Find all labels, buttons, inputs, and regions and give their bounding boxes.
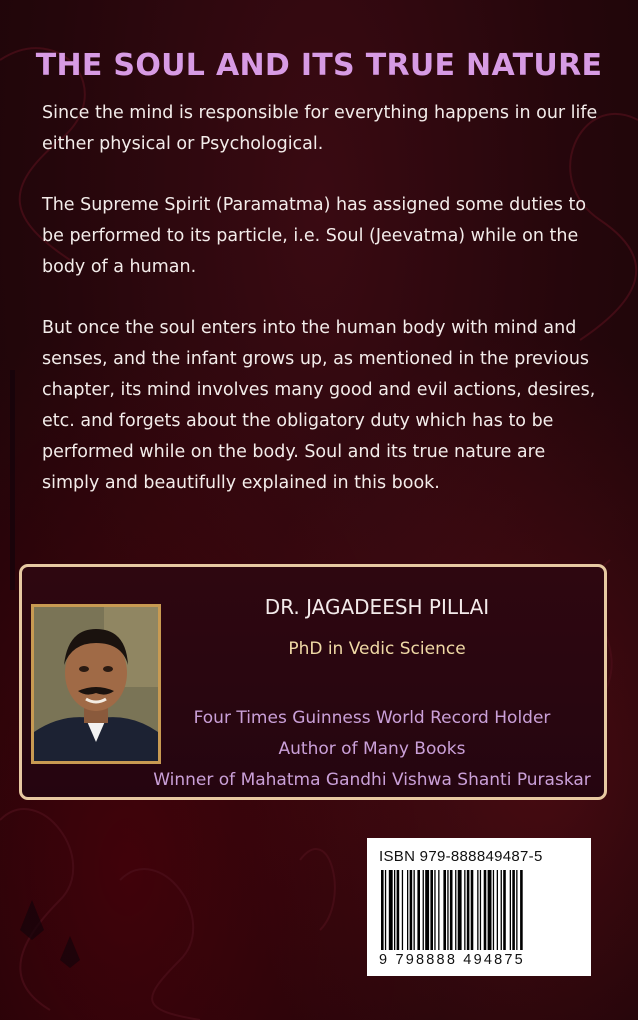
- achievement-item: Four Times Guinness World Record Holder: [193, 708, 551, 728]
- author-degree: PhD in Vedic Science: [288, 639, 466, 659]
- blurb-paragraph-1: Since the mind is responsible for everything happens in our life either physical or Psychological.: [42, 103, 598, 154]
- barcode-digits: 9 798888 494875: [379, 952, 525, 968]
- page-title: THE SOUL AND ITS TRUE NATURE: [35, 48, 603, 83]
- author-name: DR. JAGADEESH PILLAI: [264, 595, 490, 619]
- blurb-paragraph-2: The Supreme Spirit (Paramatma) has assigned some duties to be performed to its particle, i.e. Soul (Jeevatma) while on the body of a human.: [42, 195, 587, 277]
- blurb-paragraph-3: But once the soul enters into the human body with mind and senses, and the infant grows up, as mentioned in the previous chapter, its mind involves many good and evil actions, desires, etc. and forgets about the obligatory duty which has to be performed while on the body. Soul and its true nature are simply and beautifully explained in this book.: [42, 318, 596, 493]
- isbn-label: ISBN 979-888849487-5: [379, 848, 543, 865]
- achievement-item: Winner of Mahatma Gandhi Vishwa Shanti Puraskar: [153, 770, 591, 790]
- isbn-barcode: [367, 838, 591, 976]
- barcode-bars: [373, 868, 585, 954]
- blurb: [42, 98, 602, 499]
- author-box: [19, 564, 607, 800]
- author-achievements: [122, 703, 622, 796]
- achievement-item: Author of Many Books: [278, 739, 466, 759]
